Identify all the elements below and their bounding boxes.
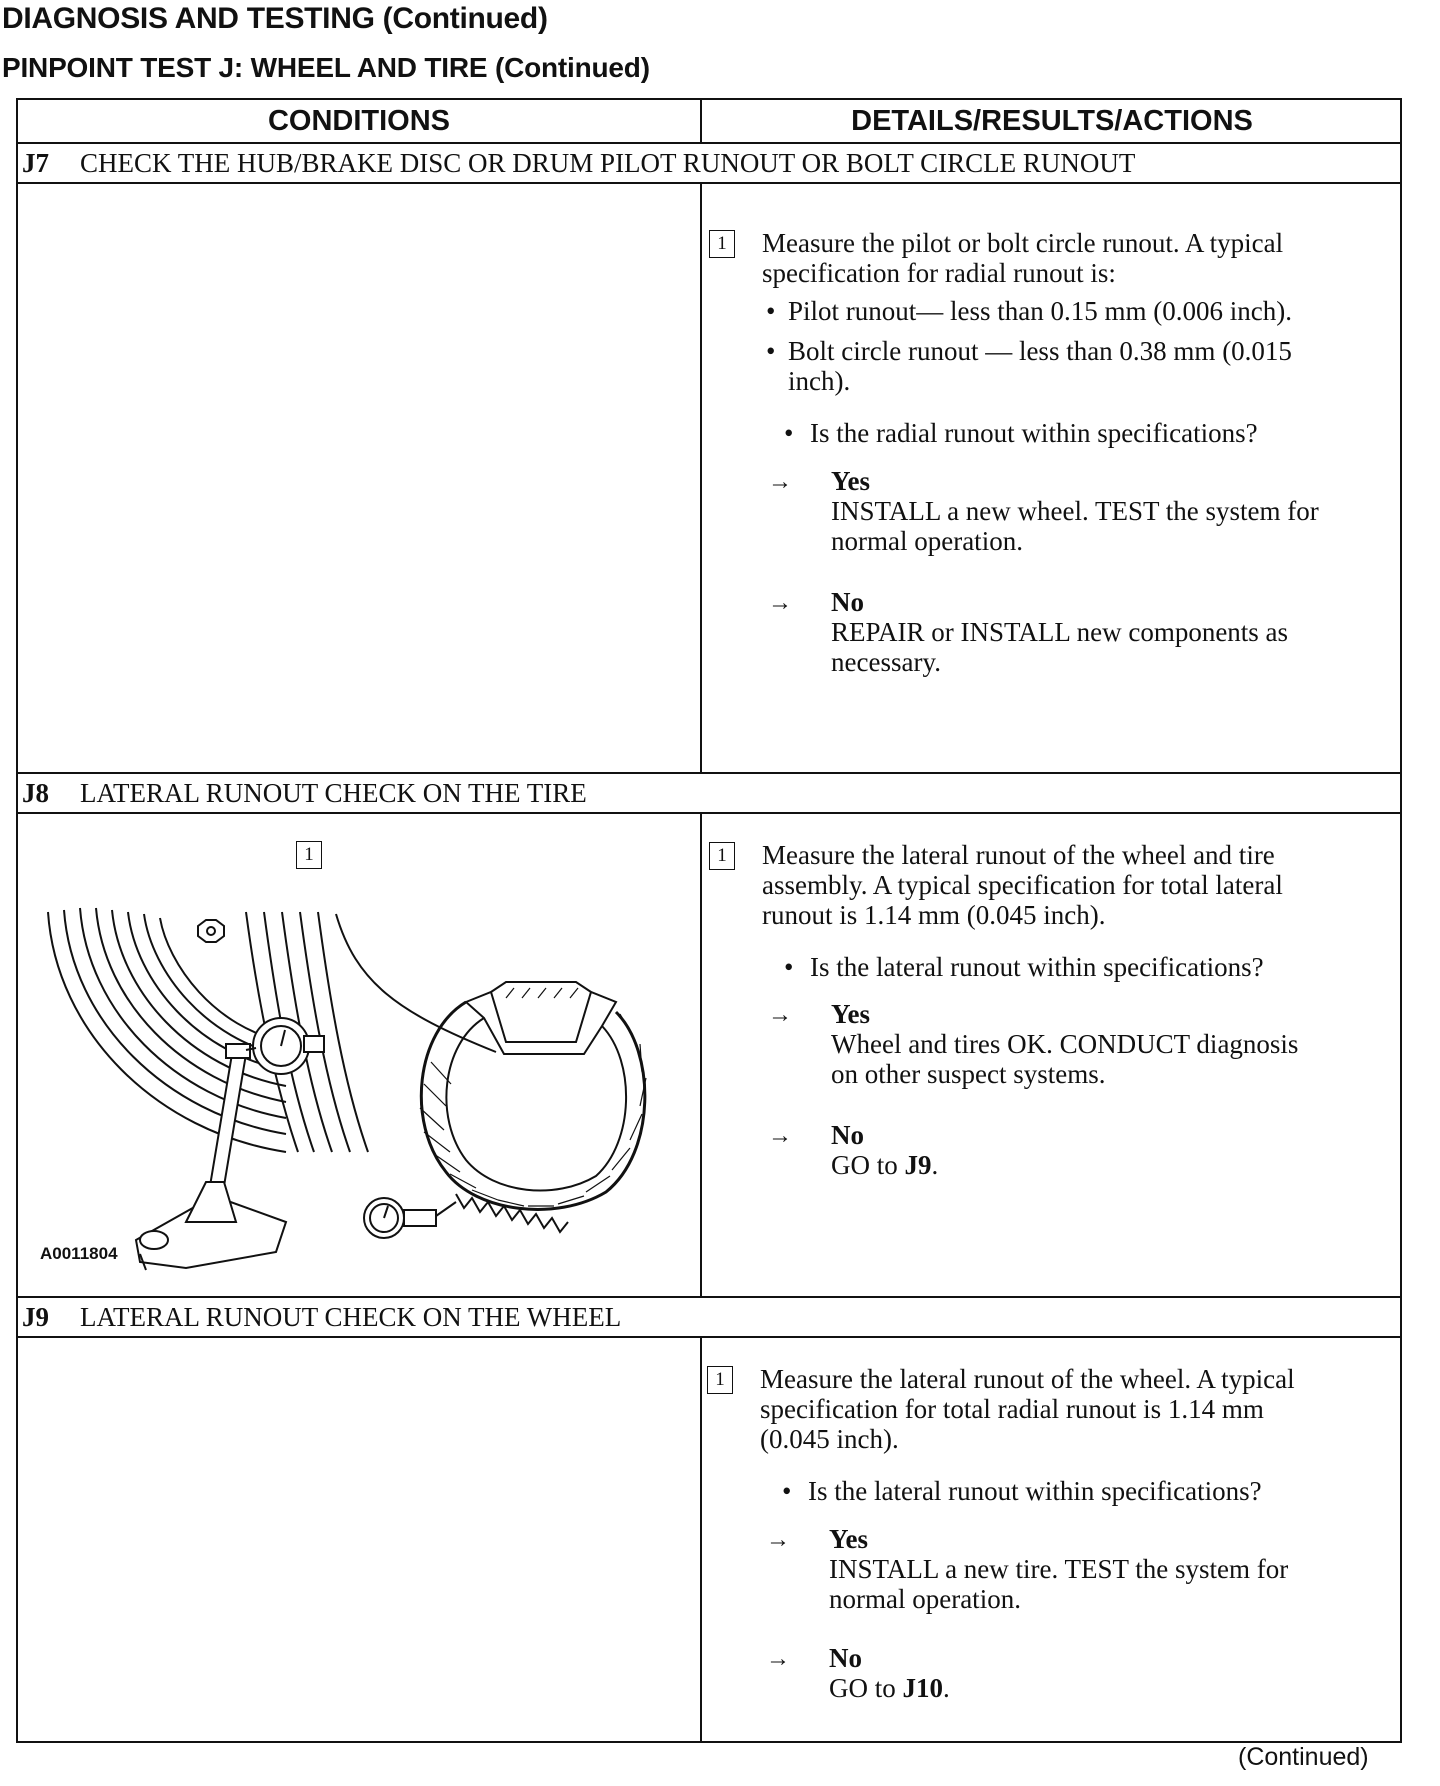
answer-no-label: No xyxy=(831,587,864,617)
right-arrow-icon: → xyxy=(768,469,792,495)
column-divider xyxy=(700,1336,702,1741)
column-divider xyxy=(700,182,702,772)
step-instruction xyxy=(762,228,1283,288)
answer-no-action: GO to J9. xyxy=(831,1150,939,1180)
step-id: J8 xyxy=(22,778,49,808)
answer-yes-action: INSTALL a new tire. TEST the system for normal operation. xyxy=(829,1554,1289,1614)
right-arrow-icon: → xyxy=(766,1646,790,1672)
spec-bullet: • Pilot runout— less than 0.15 mm (0.006 inch). xyxy=(766,296,1292,326)
step-number-box: 1 xyxy=(709,230,735,258)
step-number-box: 1 xyxy=(707,1366,733,1394)
answer-no-action: REPAIR or INSTALL new components as necessary. xyxy=(831,617,1289,677)
spec-bullet: • Bolt circle runout — less than 0.38 mm (0.015 inch). xyxy=(766,336,1292,396)
bullet-dot: • xyxy=(784,418,794,448)
step-reference: J9 xyxy=(904,1150,932,1180)
step-title: CHECK THE HUB/BRAKE DISC OR DRUM PILOT RUNOUT OR BOLT CIRCLE RUNOUT xyxy=(80,148,1136,178)
step-id: J9 xyxy=(22,1302,49,1332)
question-bullet: • Is the lateral runout within specifications? xyxy=(784,952,1264,982)
answer-yes-action: INSTALL a new wheel. TEST the system for normal operation. xyxy=(831,496,1319,556)
step-header-j7 xyxy=(18,143,1400,183)
bullet-dot: • xyxy=(766,296,776,326)
right-arrow-icon: → xyxy=(768,590,792,616)
instruction-line: assembly. A typical specification for total lateral xyxy=(762,870,1283,900)
answer-yes-label: Yes xyxy=(829,1524,868,1554)
instruction-line: Measure the lateral runout of the wheel. A typical xyxy=(760,1364,1295,1394)
figure-id: A0011804 xyxy=(40,1244,118,1263)
question-bullet: • Is the radial runout within specifications? xyxy=(784,418,1258,448)
answer-yes-action: Wheel and tires OK. CONDUCT diagnosis on other suspect systems. xyxy=(831,1029,1299,1089)
column-header-details: DETAILS/RESULTS/ACTIONS xyxy=(851,105,1253,137)
step-reference: J10 xyxy=(902,1673,943,1703)
bullet-dot: • xyxy=(766,336,776,366)
step-instruction xyxy=(760,1364,1295,1454)
runout-measurement-illustration xyxy=(36,822,696,1292)
answer-no-action: GO to J10. xyxy=(829,1673,950,1703)
answer-yes-label: Yes xyxy=(831,999,870,1029)
page-title: DIAGNOSIS AND TESTING (Continued) xyxy=(2,2,548,35)
column-header-conditions: CONDITIONS xyxy=(267,105,451,137)
right-arrow-icon: → xyxy=(768,1123,792,1149)
instruction-line: (0.045 inch). xyxy=(760,1424,899,1454)
instruction-line: Measure the lateral runout of the wheel and tire xyxy=(762,840,1275,870)
answer-yes-label: Yes xyxy=(831,466,870,496)
bullet-dot: • xyxy=(782,1476,792,1506)
step-number-box: 1 xyxy=(709,842,735,870)
page-subtitle: PINPOINT TEST J: WHEEL AND TIRE (Continued) xyxy=(2,52,650,83)
instruction-line: specification for radial runout is: xyxy=(762,258,1116,288)
instruction-line: specification for total radial runout is 1.14 mm xyxy=(760,1394,1264,1424)
figure-callout-box: 1 xyxy=(296,841,322,869)
footer-continued: (Continued) xyxy=(1238,1743,1369,1771)
step-instruction xyxy=(762,840,1283,930)
right-arrow-icon: → xyxy=(766,1527,790,1553)
pinpoint-test-table xyxy=(16,98,1402,1743)
right-arrow-icon: → xyxy=(768,1002,792,1028)
step-title: LATERAL RUNOUT CHECK ON THE WHEEL xyxy=(80,1302,622,1332)
instruction-line: runout is 1.14 mm (0.045 inch). xyxy=(762,900,1106,930)
answer-no-label: No xyxy=(831,1120,864,1150)
step-header-j8 xyxy=(18,773,1400,813)
step-header-j9 xyxy=(18,1297,1400,1337)
answer-no-label: No xyxy=(829,1643,862,1673)
step-title: LATERAL RUNOUT CHECK ON THE TIRE xyxy=(80,778,587,808)
column-divider xyxy=(700,812,702,1296)
instruction-line: Measure the pilot or bolt circle runout. A typical xyxy=(762,228,1284,258)
bullet-dot: • xyxy=(784,952,794,982)
step-id: J7 xyxy=(22,148,49,178)
question-bullet: • Is the lateral runout within specifications? xyxy=(782,1476,1262,1506)
